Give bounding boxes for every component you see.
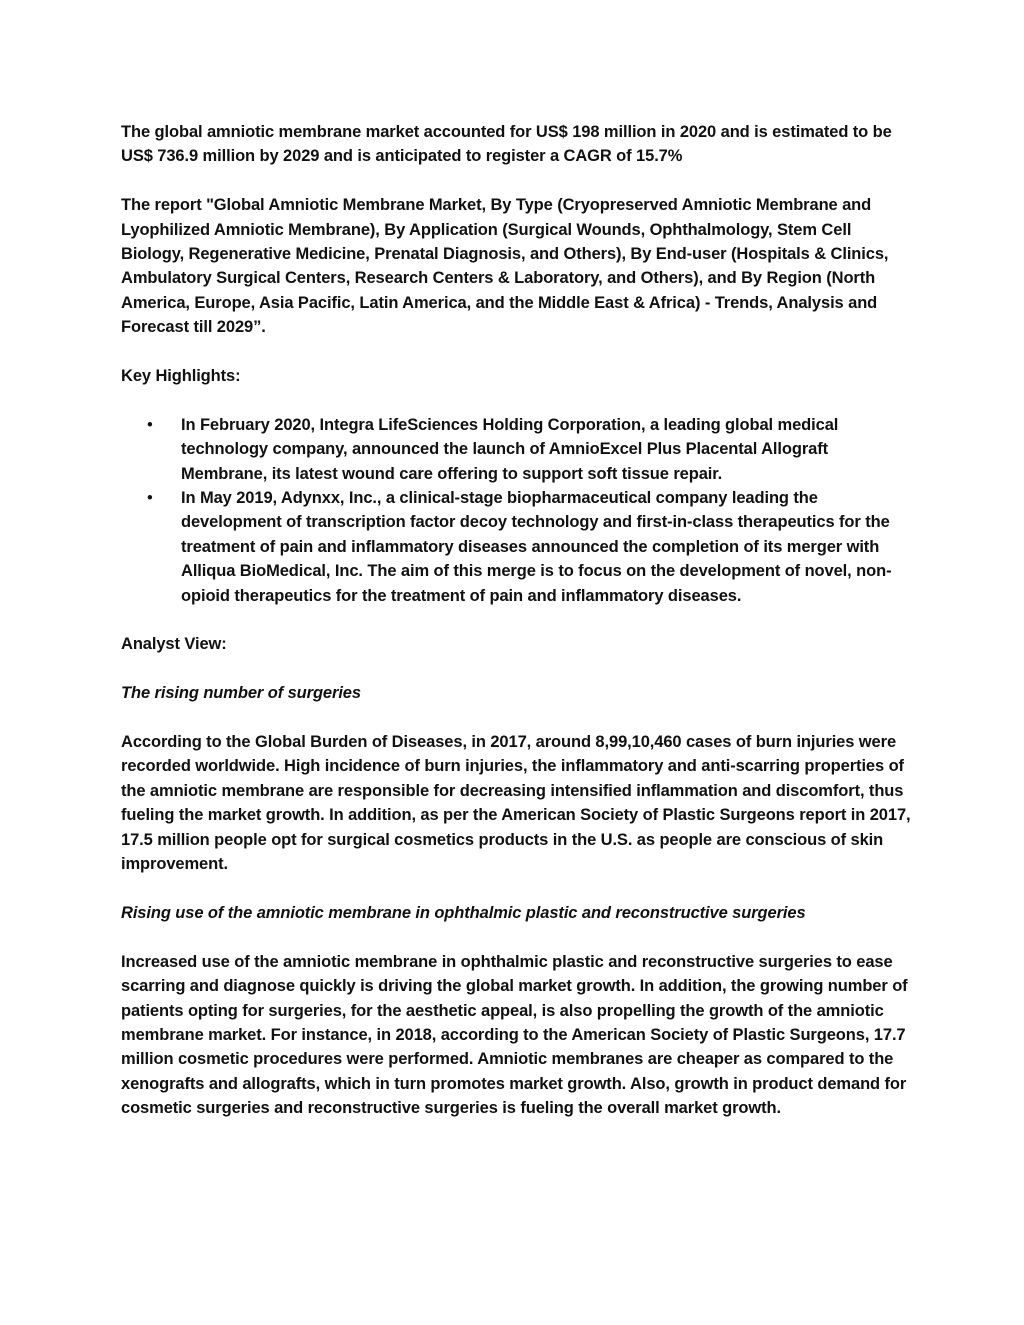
list-item (121, 486, 911, 608)
bullet-icon: • (147, 489, 153, 508)
report-paragraph: The report "Global Amniotic Membrane Market, By Type (Cryopreserved Amniotic Membrane and Lyophilized Amniotic Membrane), By Application (Surgical Wounds, Ophthalmology, Stem Cell Biology, Regenerative Medicine, Prenatal Diagnosis, and Others), By End-user (Hospitals & Clinics, Ambulatory Surgical Centers, Research Centers & Laboratory, and Others), and By Region (North America, Europe, Asia Pacific, Latin America, and the Middle East & Africa) - Trends, Analysis and Forecast till 2029”. (121, 196, 889, 337)
document-page (121, 120, 911, 1145)
list-item-text: In February 2020, Integra LifeSciences Holding Corporation, a leading global medical technology company, announced the launch of AmnioExcel Plus Placental Allograft Membrane, its latest wound care offering to support soft tissue repair. (181, 415, 839, 483)
intro-paragraph: The global amniotic membrane market accounted for US$ 198 million in 2020 and is estimated to be US$ 736.9 million by 2029 and is anticipated to register a CAGR of 15.7% (121, 123, 892, 166)
section-body: According to the Global Burden of Diseases, in 2017, around 8,99,10,460 cases of burn injuries were recorded worldwide. High incidence of burn injuries, the inflammatory and anti-scarring properties of the amniotic membrane are responsible for decreasing intensified inflammation and discomfort, thus fueling the market growth. In addition, as per the American Society of Plastic Surgeons report in 2017, 17.5 million people opt for surgical cosmetics products in the U.S. as people are conscious of skin improvement. (121, 733, 911, 874)
section-subheading: Rising use of the amniotic membrane in ophthalmic plastic and reconstructive surgeries (121, 903, 806, 922)
list-item-text: In May 2019, Adynxx, Inc., a clinical-stage biopharmaceutical company leading the development of transcription factor decoy technology and first-in-class therapeutics for the treatment of pain and inflammatory diseases announced the completion of its merger with Alliqua BioMedical, Inc. The aim of this merge is to focus on the development of novel, non-opioid therapeutics for the treatment of pain and inflammatory diseases. (181, 489, 892, 605)
key-highlights-list (121, 413, 911, 608)
section-body: Increased use of the amniotic membrane in ophthalmic plastic and reconstructive surgeries to ease scarring and diagnose quickly is driving the global market growth. In addition, the growing number of patients opting for surgeries, for the aesthetic appeal, is also propelling the growth of the amniotic membrane market. For instance, in 2018, according to the American Society of Plastic Surgeons, 17.7 million cosmetic procedures were performed. Amniotic membranes are cheaper as compared to the xenografts and allografts, which in turn promotes market growth. Also, growth in product demand for cosmetic surgeries and reconstructive surgeries is fueling the overall market growth. (121, 952, 908, 1118)
analyst-view-heading: Analyst View: (121, 635, 227, 654)
section-subheading: The rising number of surgeries (121, 684, 361, 703)
list-item (121, 413, 911, 486)
bullet-icon: • (147, 415, 153, 434)
key-highlights-heading: Key Highlights: (121, 367, 241, 386)
